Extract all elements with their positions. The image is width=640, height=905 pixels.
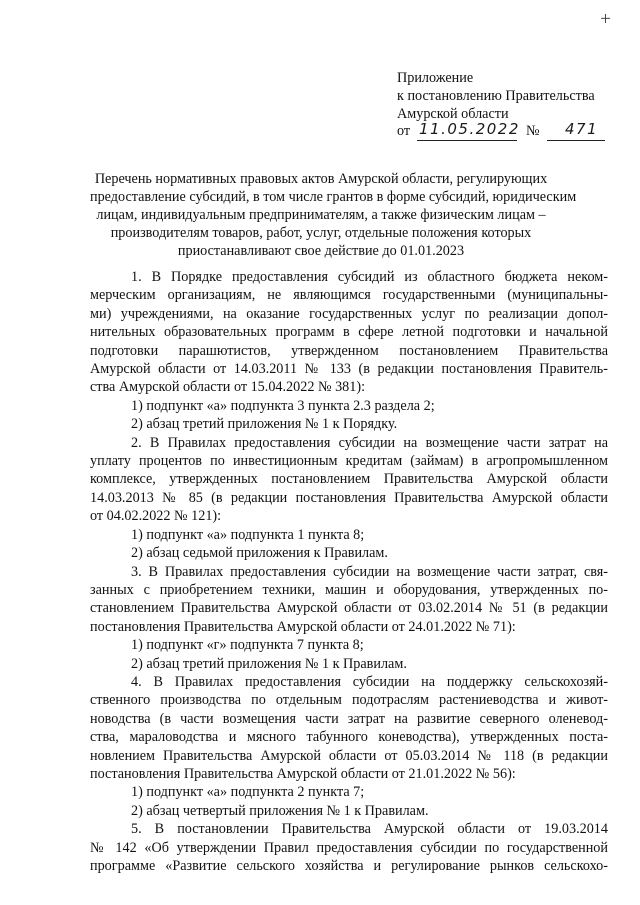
body-line: комплексе, утвержденных постановлением Правительства Амурской области: [90, 471, 608, 488]
body-line: занных с приобретением техники, машин и оборудования, утвержденных по-: [90, 581, 608, 598]
body-line: уплату процентов по инвестиционным кредитам (займам) в агропромышленном: [90, 453, 608, 470]
handwritten-number: 471: [565, 120, 599, 139]
body-line: 2) абзац четвертый приложения № 1 к Правилам.: [131, 802, 429, 819]
body-line: № 142 «Об утверждении Правил предоставления субсидии по государственной: [90, 839, 608, 856]
document-body: [90, 268, 608, 875]
body-line: 2) абзац третий приложения № 1 к Правилам.: [131, 655, 407, 672]
handwritten-date: 11.05.2022: [419, 120, 520, 139]
body-line: нительных образовательных программ в сфере летной подготовки и начальной: [90, 324, 608, 341]
appendix-line-3: Амурской области: [397, 105, 509, 122]
crosshair-mark-icon: [601, 14, 610, 23]
body-line: 5. В постановлении Правительства Амурской области от 19.03.2014: [131, 821, 608, 838]
body-line: 1. В Порядке предоставления субсидий из областного бюджета неком-: [131, 269, 608, 285]
date-prefix: от: [397, 123, 411, 140]
date-underline: [417, 140, 517, 141]
appendix-date-line: [397, 120, 627, 143]
body-line: 4. В Правилах предоставления субсидии на поддержку сельскохозяй-: [131, 673, 608, 690]
body-line: 1) подпункт «г» подпункта 7 пункта 8;: [131, 637, 364, 654]
number-underline: [547, 140, 605, 141]
body-line: новлением Правительства Амурской области от 05.03.2014 № 118 (в редакции: [90, 747, 608, 764]
body-line: 2. В Правилах предоставления субсидии на возмещение части затрат на: [131, 434, 608, 451]
body-line: ства, мараловодства и мясного табунного коневодства), утвержденных поста-: [90, 729, 608, 746]
appendix-line-2: к постановлению Правительства: [397, 87, 595, 104]
body-line: ства Амурской области от 15.04.2022 № 381):: [90, 379, 366, 396]
title-line: предоставление субсидий, в том числе грантов в форме субсидий, юридическим: [90, 188, 577, 205]
body-line: подготовки парашютистов, утвержденном постановлением Правительства: [90, 342, 608, 359]
body-line: 2) абзац седьмой приложения к Правилам.: [131, 545, 388, 562]
body-line: ми) учреждениями, на оказание государственных услуг по реализации допол-: [90, 305, 608, 322]
body-line: мерческим организациям, не являющимся государственными (муниципальны-: [90, 287, 608, 304]
body-line: 1) подпункт «а» подпункта 3 пункта 2.3 раздела 2;: [131, 397, 435, 414]
body-line: 2) абзац третий приложения № 1 к Порядку.: [131, 416, 398, 433]
document-title: [90, 171, 577, 261]
title-line: производителям товаров, работ, услуг, отдельные положения которых: [110, 224, 532, 241]
body-line: ственного производства по отдельным подотраслям растениеводства и живот-: [90, 692, 608, 709]
body-line: 3. В Правилах предоставления субсидии на возмещение части затрат, свя-: [131, 563, 608, 580]
body-line: от 04.02.2022 № 121):: [90, 508, 222, 525]
body-line: 14.03.2013 № 85 (в редакции постановления Правительства Амурской области: [90, 489, 608, 506]
appendix-header: [397, 70, 627, 143]
body-line: 1) подпункт «а» подпункта 2 пункта 7;: [131, 784, 365, 801]
body-line: Амурской области от 14.03.2011 № 133 (в редакции постановления Правитель-: [90, 361, 608, 378]
body-line: новодства (в части возмещения части затрат на развитие северного оленевод-: [90, 710, 608, 727]
body-line: постановления Правительства Амурской области от 21.01.2022 № 56):: [90, 765, 516, 782]
body-line: программе «Развитие сельского хозяйства и регулирование рынков сельскохо-: [90, 858, 608, 874]
body-line: 1) подпункт «а» подпункта 1 пункта 8;: [131, 526, 365, 543]
number-prefix: №: [526, 123, 540, 140]
title-line: Перечень нормативных правовых актов Амурской области, регулирующих: [94, 171, 548, 187]
appendix-line-1: Приложение: [397, 70, 474, 86]
title-line: лицам, индивидуальным предпринимателям, а также физическим лицам –: [96, 206, 546, 223]
title-line: приостанавливают свое действие до 01.01.2023: [177, 242, 465, 259]
body-line: становлением Правительства Амурской области от 03.02.2014 № 51 (в редакции: [90, 600, 608, 617]
body-line: постановления Правительства Амурской области от 24.01.2022 № 71):: [90, 618, 516, 635]
